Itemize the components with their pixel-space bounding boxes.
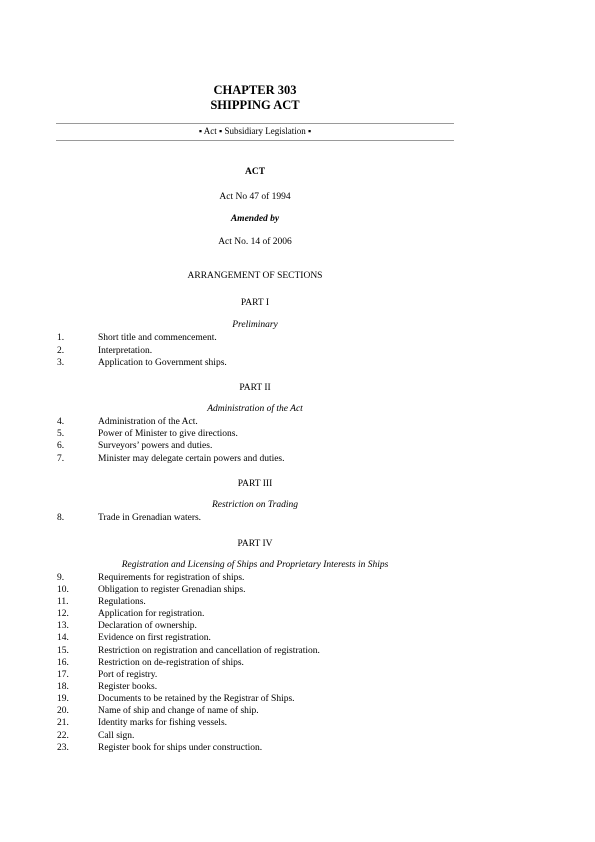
section-number: 20. — [57, 706, 69, 716]
chapter-title: CHAPTER 303 — [213, 83, 297, 97]
section-number: 1. — [57, 333, 65, 343]
section-title: Identity marks for fishing vessels. — [98, 718, 228, 728]
act-number: Act No 47 of 1994 — [219, 192, 291, 202]
section-title: Application for registration. — [98, 609, 205, 619]
section-number: 22. — [57, 731, 69, 741]
part-label: PART I — [240, 298, 270, 308]
section-number: 18. — [57, 682, 69, 692]
part-title: Administration of the Act — [207, 404, 303, 414]
part-label: PART III — [237, 479, 273, 489]
section-title: Regulations. — [98, 597, 146, 607]
amended-number: Act No. 14 of 2006 — [218, 237, 292, 247]
part-label: PART II — [239, 383, 271, 393]
section-title: Documents to be retained by the Registrar of Ships. — [98, 694, 295, 704]
section-title: Register books. — [98, 682, 158, 692]
section-number: 5. — [57, 429, 65, 439]
section-title: Declaration of ownership. — [98, 621, 197, 631]
section-number: 16. — [57, 658, 69, 668]
amended-label: Amended by — [230, 214, 280, 224]
section-number: 12. — [57, 609, 69, 619]
section-title: Obligation to register Grenadian ships. — [98, 585, 246, 595]
section-number: 23. — [57, 743, 69, 753]
section-title: Port of registry. — [98, 670, 158, 680]
act-title: SHIPPING ACT — [210, 98, 300, 112]
section-number: 2. — [57, 346, 65, 356]
section-title: Short title and commencement. — [98, 333, 217, 343]
section-number: 19. — [57, 694, 69, 704]
part-title: Registration and Licensing of Ships and Proprietary Interests in Ships — [121, 560, 389, 570]
section-number: 8. — [57, 513, 65, 523]
section-title: Requirements for registration of ships. — [98, 573, 245, 583]
arrangement-heading: ARRANGEMENT OF SECTIONS — [187, 271, 323, 281]
section-number: 15. — [57, 646, 69, 656]
section-number: 9. — [57, 573, 65, 583]
section-title: Register book for ships under construction. — [98, 743, 263, 753]
section-number: 3. — [57, 358, 65, 368]
act-heading: ACT — [244, 167, 266, 177]
nav-links[interactable]: ▪ Act ▪ Subsidiary Legislation ▪ — [198, 126, 312, 136]
section-title: Interpretation. — [98, 346, 153, 356]
section-number: 10. — [57, 585, 69, 595]
section-title: Trade in Grenadian waters. — [98, 513, 202, 523]
section-title: Restriction on registration and cancellation of registration. — [98, 646, 320, 656]
section-title: Power of Minister to give directions. — [98, 429, 238, 439]
section-number: 14. — [57, 633, 69, 643]
section-number: 17. — [57, 670, 69, 680]
part-title: Restriction on Trading — [211, 500, 299, 510]
section-title: Administration of the Act. — [98, 417, 198, 427]
section-title: Restriction on de-registration of ships. — [98, 658, 244, 668]
top-rule — [56, 123, 454, 124]
section-title: Name of ship and change of name of ship. — [98, 706, 259, 716]
section-title: Minister may delegate certain powers and duties. — [98, 454, 285, 464]
section-number: 13. — [57, 621, 69, 631]
section-title: Application to Government ships. — [98, 358, 227, 368]
section-number: 4. — [57, 417, 65, 427]
bottom-rule — [56, 140, 454, 141]
section-number: 21. — [57, 718, 69, 728]
part-title: Preliminary — [232, 320, 278, 330]
section-title: Surveyors’ powers and duties. — [98, 441, 213, 451]
section-number: 11. — [57, 597, 69, 607]
section-number: 7. — [57, 454, 65, 464]
section-number: 6. — [57, 441, 65, 451]
section-title: Call sign. — [98, 731, 135, 741]
part-label: PART IV — [237, 539, 273, 549]
section-title: Evidence on first registration. — [98, 633, 211, 643]
